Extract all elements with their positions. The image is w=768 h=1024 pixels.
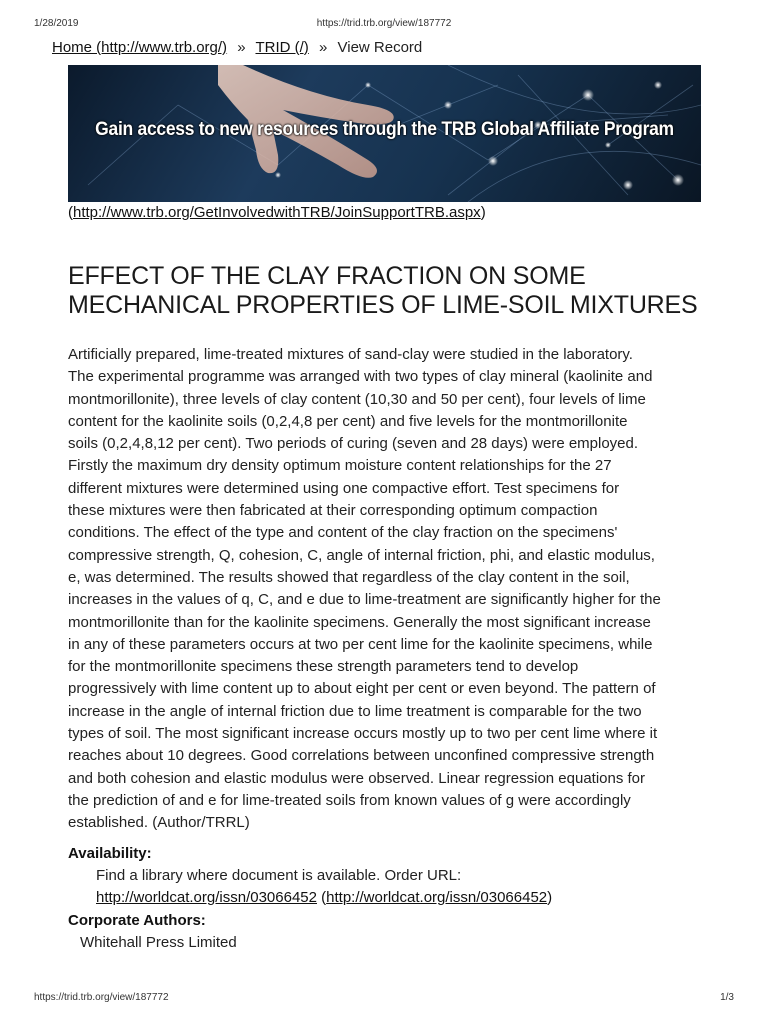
print-header — [0, 18, 768, 32]
abstract-line: progressively with lime content up to about eight per cent or even beyond. The pattern of — [68, 680, 656, 698]
footer-url: https://trid.trb.org/view/187772 — [34, 992, 169, 1003]
abstract-line: The experimental programme was arranged with two types of clay mineral (kaolinite and — [68, 368, 653, 386]
record-title — [68, 262, 708, 320]
availability-link-row — [96, 889, 552, 906]
banner-link-paren: ( — [68, 204, 73, 221]
availability-label: Availability: — [68, 845, 152, 862]
corporate-author-name: Whitehall Press Limited — [80, 934, 237, 951]
order-url-paren: ( — [316, 889, 327, 906]
affiliate-banner[interactable] — [68, 65, 701, 202]
abstract-line: conditions. The effect of the type and content of the clay fraction on the specimens' — [68, 524, 618, 542]
print-footer — [0, 992, 768, 1006]
abstract-line: these mixtures were then fabricated at their corresponding optimum compaction — [68, 502, 598, 520]
abstract-line: types of soil. The most significant increase occurs mostly up to two per cent lime where it — [68, 725, 658, 743]
availability-text: Find a library where document is available. Order URL: — [96, 867, 462, 884]
abstract-line: montmorillonite than for the kaolinite specimens. Generally the most significant increase — [68, 613, 651, 631]
abstract-line: content for the kaolinite soils (0,2,4,8 per cent) and five levels for the montmorillonite — [68, 412, 628, 430]
footer-page-number: 1/3 — [720, 992, 734, 1003]
abstract-line: in any of these parameters occurs at two per cent lime for the kaolinite specimens, while — [68, 635, 653, 653]
abstract-line: increase in the angle of internal friction due to lime treatment is comparable for the two — [68, 702, 642, 720]
record-abstract — [68, 344, 708, 835]
abstract-line: soils (0,2,4,8,12 per cent). Two periods of curing (seven and 28 days) were employed. — [68, 435, 639, 453]
order-url-link-full[interactable]: http://worldcat.org/issn/03066452 — [326, 889, 548, 906]
order-url-link[interactable]: http://worldcat.org/issn/03066452 — [96, 889, 317, 906]
abstract-line: and both cohesion and elastic modulus were observed. Linear regression equations for — [68, 769, 646, 787]
breadcrumb-separator: » — [318, 39, 328, 56]
breadcrumb — [52, 39, 422, 56]
print-url: https://trid.trb.org/view/187772 — [316, 18, 452, 29]
abstract-line: compressive strength, Q, cohesion, C, angle of internal friction, phi, and elastic modulus, — [68, 546, 655, 564]
breadcrumb-separator: » — [237, 39, 246, 56]
abstract-line: montmorillonite), three levels of clay content (10,30 and 50 per cent), four levels of lime — [68, 390, 646, 408]
breadcrumb-current: View Record — [337, 39, 423, 56]
record-title-line: EFFECT OF THE CLAY FRACTION ON SOME — [68, 262, 586, 290]
abstract-line: e, was determined. The results showed that regardless of the clay content in the soil, — [68, 568, 630, 586]
breadcrumb-home-link[interactable]: Home (http://www.trb.org/) — [52, 39, 228, 56]
banner-link-paren: ) — [480, 204, 486, 221]
corporate-authors-label: Corporate Authors: — [68, 912, 206, 929]
abstract-line: Firstly the maximum dry density optimum moisture content relationships for the 27 — [68, 457, 612, 475]
print-date: 1/28/2019 — [34, 18, 79, 29]
abstract-line: for the montmorillonite specimens these strength parameters tend to develop — [68, 658, 579, 676]
banner-link-row — [68, 204, 486, 221]
abstract-line: different mixtures were determined using one compactive effort. Test specimens for — [68, 479, 620, 497]
abstract-line: Artificially prepared, lime-treated mixtures of sand-clay were studied in the laboratory. — [68, 346, 633, 363]
record-title-line: MECHANICAL PROPERTIES OF LIME-SOIL MIXTURES — [68, 291, 698, 319]
abstract-line: the prediction of and e for lime-treated soils from known values of g were accordingly — [68, 791, 631, 809]
breadcrumb-trid-link[interactable]: TRID (/) — [255, 39, 309, 56]
abstract-line: reaches about 10 degrees. Good correlations between unconfined compressive strength — [68, 747, 655, 765]
banner-text: Gain access to new resources through the TRB Global Affiliate Program — [95, 119, 674, 140]
abstract-line: established. (Author/TRRL) — [68, 814, 250, 832]
banner-link[interactable]: http://www.trb.org/GetInvolvedwithTRB/JoinSupportTRB.aspx — [73, 204, 481, 221]
abstract-line: increases in the values of q, C, and e due to lime-treatment are significantly higher for the — [68, 591, 661, 609]
order-url-paren: ) — [547, 889, 553, 906]
